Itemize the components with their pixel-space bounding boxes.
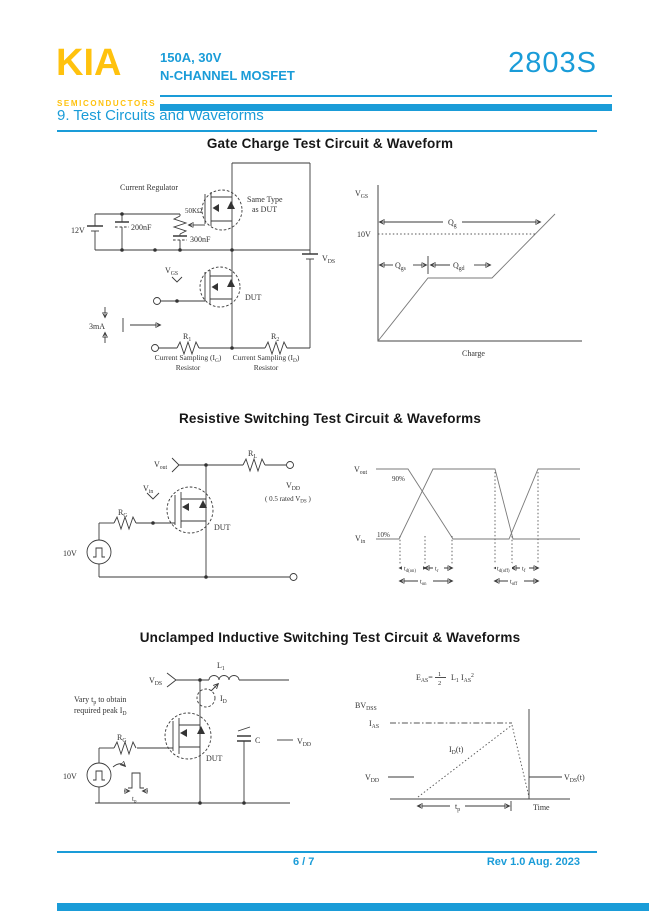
energy-formula: [416, 671, 474, 687]
dut-label: DUT: [206, 754, 223, 763]
time-label: Time: [533, 803, 550, 812]
mosfet-dut: [165, 713, 211, 759]
tr-label: $t_r$: [435, 565, 439, 574]
gate-charge-title: Gate Charge Test Circuit & Waveform: [206, 136, 454, 151]
dut-label: DUT: [245, 293, 262, 302]
tp-label: $t_p$: [455, 802, 461, 813]
supply-12v-label: 12V: [71, 226, 85, 235]
rg-label: $R_G$: [117, 733, 127, 744]
vdst-label: $V_{DS}(t)$: [564, 773, 585, 784]
cap-c-label: C: [255, 736, 261, 745]
vdd-terminal: [287, 462, 294, 469]
capacitor-200nf: [115, 222, 129, 227]
idt-label: $I_D(t)$: [449, 745, 464, 756]
section-heading: 9. Test Circuits and Waveforms: [57, 107, 597, 132]
mosfet-dut: [200, 267, 240, 307]
bvdss-label: $BV_{DSS}$: [355, 701, 377, 712]
r1-caption: Current Sampling $(I_G)$: [154, 353, 222, 364]
pot-50k-label: 50KΩ: [185, 207, 203, 215]
device-rating: 150A, 30V: [160, 50, 222, 65]
cap-300nf-label: 300nF: [190, 235, 211, 244]
current-regulator-label: Current Regulator: [120, 183, 178, 192]
ground-terminal: [290, 574, 297, 581]
formula-e: $E_{AS}=$: [416, 673, 433, 684]
toff-label: $t_{off}$: [510, 578, 518, 587]
potentiometer-50k: [174, 216, 186, 234]
r1-label: $R_1$: [183, 332, 192, 343]
source-10v-label: 10V: [63, 549, 77, 558]
pulse-source-10v: [87, 540, 111, 564]
vout-label: $V_{out}$: [354, 465, 368, 476]
vgs-probe-chevron: [172, 277, 182, 282]
pulse-width-annotation: [113, 764, 148, 791]
resistive-title: Resistive Switching Test Circuit & Waveforms: [178, 411, 482, 426]
r1-terminal: [152, 345, 159, 352]
junction-dots: [120, 212, 234, 350]
qgs-label: $Q_{gs}$: [395, 261, 406, 272]
gate-charge-waveform: [350, 170, 649, 370]
rl-label: $R_L$: [248, 449, 257, 460]
note-line-1: Vary $t_p$ to obtain: [74, 695, 127, 706]
vout-label: $V_{out}$: [154, 460, 168, 471]
resistor-rl: [243, 459, 265, 471]
vds-probe-chevron: [167, 673, 176, 687]
cap-200nf-label: 200nF: [131, 223, 152, 232]
qg-label: $Q_g$: [448, 218, 457, 229]
vdd-label: $V_{DD}$: [365, 773, 380, 784]
vgs-label: $V_{GS}$: [165, 266, 179, 277]
y-axis-label: $V_{GS}$: [355, 189, 369, 200]
kia-logo: KIA: [56, 42, 122, 84]
header-thin-rule: [160, 95, 612, 97]
formula-i: $I_{AS}^2$: [461, 672, 474, 684]
capacitor-300nf: [173, 236, 187, 240]
note-line-2: required peak $I_D$: [74, 706, 127, 717]
ton-label: $t_{on}$: [420, 578, 427, 587]
id-label: $I_D$: [220, 694, 227, 705]
current-source-3ma: [105, 307, 160, 343]
kia-logo-subtext: SEMICONDUCTORS: [57, 99, 157, 108]
resistive-circuit-diagram: [60, 400, 360, 600]
battery-vds: [302, 254, 318, 259]
vds-label: $V_{DS}$: [149, 676, 163, 687]
resistive-waveform: [350, 440, 649, 610]
inductor-l1: [209, 675, 239, 680]
page-number: 6 / 7: [293, 856, 315, 868]
source-10v-label: 10V: [63, 772, 77, 781]
tf-label: $t_f$: [522, 565, 526, 574]
frac-numerator: 1: [438, 671, 442, 678]
same-type-label-1: Same Type: [247, 195, 283, 204]
pulse-source-10v: [87, 763, 111, 787]
r2-caption-2: Resistor: [253, 363, 279, 372]
formula-l: $L_1$: [451, 673, 459, 684]
gate-terminal: [154, 298, 161, 305]
vdd-label: $V_{DD}$: [286, 481, 301, 492]
r1-caption-2: Resistor: [175, 363, 201, 372]
l1-label: $L_1$: [217, 661, 225, 672]
p10-label: 10%: [377, 531, 390, 539]
footer-rule: [57, 851, 597, 853]
part-number: 2803S: [508, 47, 597, 79]
vin-label: $V_{in}$: [355, 534, 366, 545]
r2-label: $R_2$: [271, 332, 280, 343]
capacitor-c: [237, 727, 251, 741]
tp-label: $t_p$: [132, 795, 137, 805]
bias-3ma-label: 3mA: [89, 322, 105, 331]
vdd-label: $V_{DD}$: [297, 737, 312, 748]
mosfet-current-regulator: [202, 190, 242, 230]
td-on-label: $t_{d(on)}$: [404, 565, 416, 574]
rg-label: $R_G$: [118, 508, 128, 519]
tp-arrow: [418, 801, 511, 811]
vdd-note-label: ( 0.5 rated $V_{DS}$ ): [265, 495, 311, 505]
frac-denominator: 2: [438, 680, 442, 687]
same-type-label-2: as DUT: [252, 205, 278, 214]
td-off-label: $t_{d(off)}$: [497, 565, 510, 574]
vout-probe-chevron: [172, 458, 179, 472]
dut-label: DUT: [214, 523, 231, 532]
r2-caption: Current Sampling $(I_D)$: [232, 353, 300, 364]
revision-label: Rev 1.0 Aug. 2023: [486, 856, 580, 868]
p90-label: 90%: [392, 475, 405, 483]
x-axis-label: Charge: [462, 349, 485, 358]
unclamped-waveform: [350, 640, 649, 830]
battery-12v: [87, 226, 103, 231]
vds-battery-label: $V_{DS}$: [322, 254, 336, 265]
vin-label: $V_{in}$: [143, 484, 154, 495]
level-10v-label: 10V: [357, 230, 371, 239]
footer-accent-bar: [57, 903, 649, 911]
device-type: N-CHANNEL MOSFET: [160, 68, 295, 83]
qgd-label: $Q_{gd}$: [453, 261, 465, 272]
gate-charge-circuit-diagram: [60, 130, 360, 382]
unclamped-title: Unclamped Inductive Switching Test Circuit & Waveforms: [139, 630, 521, 645]
ias-label: $I_{AS}$: [369, 719, 380, 730]
unclamped-circuit-diagram: [60, 620, 360, 830]
